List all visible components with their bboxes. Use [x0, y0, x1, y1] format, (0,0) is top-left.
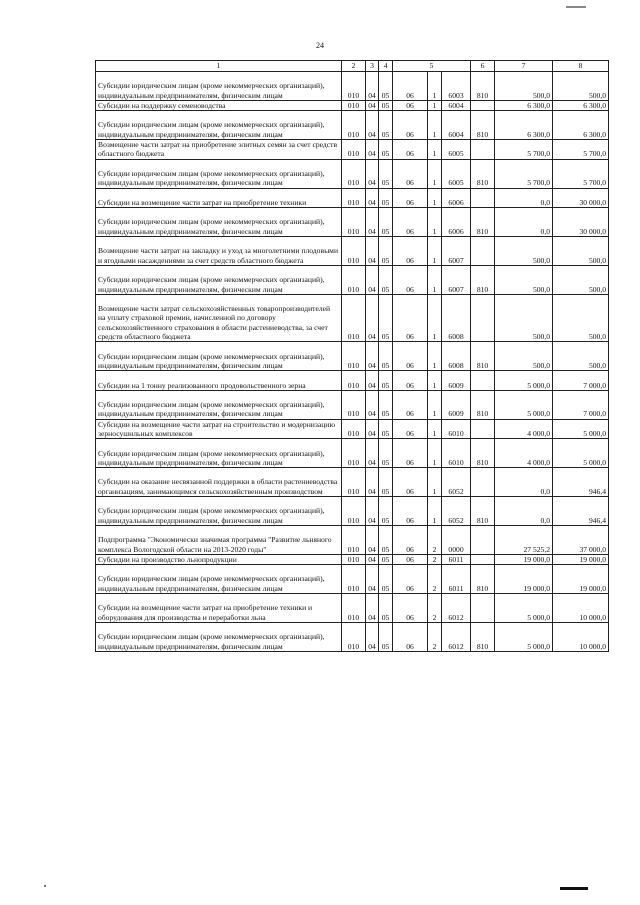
table-row — [96, 265, 609, 294]
row-code-program: 06 — [393, 294, 428, 342]
row-code-subsection: 05 — [379, 111, 393, 140]
row-amount-year2: 6 300,0 — [553, 111, 609, 140]
row-name: Субсидии на возмещение части затрат на строительство и модернизацию зерносушильных комплексов — [96, 419, 342, 439]
row-name: Субсидии на возмещение части затрат на приобретение техники и оборудования для производства и переработки льна — [96, 594, 342, 623]
row-code-subprogram: 1 — [428, 72, 442, 101]
row-code-section: 04 — [366, 237, 379, 266]
row-code-section: 04 — [366, 72, 379, 101]
row-amount-year1: 4 000,0 — [495, 419, 553, 439]
row-code-section: 04 — [366, 371, 379, 391]
row-code-item: 6006 — [442, 208, 471, 237]
row-code-subsection: 05 — [379, 371, 393, 391]
row-code-subsection: 05 — [379, 265, 393, 294]
row-code-admin: 010 — [342, 497, 366, 526]
row-amount-year2: 500,0 — [553, 72, 609, 101]
row-code-item: 6005 — [442, 159, 471, 188]
row-code-program: 06 — [393, 565, 428, 594]
row-amount-year2: 5 000,0 — [553, 439, 609, 468]
row-code-section: 04 — [366, 594, 379, 623]
header-col-3: 3 — [366, 61, 379, 72]
row-code-item: 6005 — [442, 140, 471, 160]
row-code-item: 6010 — [442, 419, 471, 439]
row-name: Субсидии юридическим лицам (кроме некоммерческих организаций), индивидуальным предпринимателям, физическим лицам — [96, 390, 342, 419]
row-code-expense-type: 810 — [471, 439, 495, 468]
row-amount-year1: 19 000,0 — [495, 565, 553, 594]
row-code-expense-type — [471, 371, 495, 391]
row-amount-year2: 19 000,0 — [553, 554, 609, 564]
page-number: 24 — [316, 41, 324, 50]
row-code-subprogram: 1 — [428, 265, 442, 294]
row-code-program: 06 — [393, 188, 428, 208]
header-row — [96, 61, 609, 72]
row-code-program: 06 — [393, 140, 428, 160]
row-code-item: 6052 — [442, 497, 471, 526]
row-code-subsection: 05 — [379, 188, 393, 208]
row-code-subprogram: 1 — [428, 497, 442, 526]
row-amount-year1: 0,0 — [495, 468, 553, 497]
table-row — [96, 208, 609, 237]
row-code-admin: 010 — [342, 371, 366, 391]
row-code-expense-type: 810 — [471, 159, 495, 188]
row-code-item: 6009 — [442, 390, 471, 419]
row-code-subprogram: 1 — [428, 468, 442, 497]
row-amount-year2: 500,0 — [553, 237, 609, 266]
row-code-admin: 010 — [342, 294, 366, 342]
row-code-program: 06 — [393, 100, 428, 110]
row-amount-year1: 27 525,2 — [495, 525, 553, 554]
table-row — [96, 390, 609, 419]
row-code-section: 04 — [366, 390, 379, 419]
row-code-expense-type: 810 — [471, 342, 495, 371]
row-code-admin: 010 — [342, 525, 366, 554]
row-code-admin: 010 — [342, 237, 366, 266]
header-col-7: 7 — [495, 61, 553, 72]
row-amount-year2: 7 000,0 — [553, 371, 609, 391]
table-row — [96, 525, 609, 554]
row-code-admin: 010 — [342, 342, 366, 371]
row-code-section: 04 — [366, 111, 379, 140]
row-code-subprogram: 1 — [428, 390, 442, 419]
row-code-subsection: 05 — [379, 140, 393, 160]
row-code-program: 06 — [393, 237, 428, 266]
row-code-program: 06 — [393, 371, 428, 391]
row-code-item: 6052 — [442, 468, 471, 497]
table-row — [96, 371, 609, 391]
row-amount-year1: 5 000,0 — [495, 622, 553, 651]
row-code-item: 0000 — [442, 525, 471, 554]
row-code-subsection: 05 — [379, 468, 393, 497]
table-row — [96, 342, 609, 371]
row-name: Субсидии юридическим лицам (кроме некоммерческих организаций), индивидуальным предпринимателям, физическим лицам — [96, 439, 342, 468]
row-code-item: 6009 — [442, 371, 471, 391]
row-code-program: 06 — [393, 622, 428, 651]
row-code-program: 06 — [393, 111, 428, 140]
row-code-section: 04 — [366, 622, 379, 651]
row-code-admin: 010 — [342, 111, 366, 140]
row-code-program: 06 — [393, 439, 428, 468]
row-amount-year2: 37 000,0 — [553, 525, 609, 554]
row-name: Субсидии юридическим лицам (кроме некоммерческих организаций), индивидуальным предпринимателям, физическим лицам — [96, 497, 342, 526]
row-amount-year1: 500,0 — [495, 72, 553, 101]
row-amount-year1: 0,0 — [495, 188, 553, 208]
row-code-section: 04 — [366, 140, 379, 160]
row-amount-year1: 5 000,0 — [495, 371, 553, 391]
row-code-subprogram: 1 — [428, 439, 442, 468]
row-code-program: 06 — [393, 594, 428, 623]
row-code-admin: 010 — [342, 265, 366, 294]
row-code-program: 06 — [393, 159, 428, 188]
row-code-admin: 010 — [342, 208, 366, 237]
row-code-program: 06 — [393, 72, 428, 101]
row-name: Субсидии на возмещение части затрат на приобретение техники — [96, 188, 342, 208]
row-amount-year2: 946,4 — [553, 497, 609, 526]
row-code-item: 6011 — [442, 554, 471, 564]
row-amount-year1: 500,0 — [495, 265, 553, 294]
row-code-item: 6008 — [442, 342, 471, 371]
row-amount-year2: 10 000,0 — [553, 594, 609, 623]
row-amount-year2: 30 000,0 — [553, 208, 609, 237]
row-amount-year2: 5 700,0 — [553, 159, 609, 188]
row-code-program: 06 — [393, 419, 428, 439]
budget-table — [95, 60, 609, 652]
row-code-subprogram: 1 — [428, 188, 442, 208]
row-code-subprogram: 1 — [428, 111, 442, 140]
row-code-expense-type: 810 — [471, 622, 495, 651]
row-amount-year2: 7 000,0 — [553, 390, 609, 419]
row-name: Субсидии на 1 тонну реализованного продовольственного зерна — [96, 371, 342, 391]
header-col-1: 1 — [96, 61, 342, 72]
row-name: Субсидии на производство льнопродукции — [96, 554, 342, 564]
row-code-subprogram: 1 — [428, 342, 442, 371]
row-amount-year1: 500,0 — [495, 342, 553, 371]
row-code-subsection: 05 — [379, 497, 393, 526]
row-amount-year2: 5 000,0 — [553, 419, 609, 439]
row-code-expense-type: 810 — [471, 208, 495, 237]
row-code-item: 6006 — [442, 188, 471, 208]
row-code-section: 04 — [366, 525, 379, 554]
row-code-expense-type — [471, 525, 495, 554]
row-name: Субсидии юридическим лицам (кроме некоммерческих организаций), индивидуальным предпринимателям, физическим лицам — [96, 342, 342, 371]
row-code-program: 06 — [393, 342, 428, 371]
row-name: Субсидии юридическим лицам (кроме некоммерческих организаций), индивидуальным предпринимателям, физическим лицам — [96, 208, 342, 237]
row-code-subprogram: 2 — [428, 594, 442, 623]
row-code-item: 6007 — [442, 237, 471, 266]
table-row — [96, 554, 609, 564]
table-row — [96, 159, 609, 188]
row-code-subsection: 05 — [379, 100, 393, 110]
row-code-admin: 010 — [342, 622, 366, 651]
row-code-subsection: 05 — [379, 439, 393, 468]
row-code-program: 06 — [393, 390, 428, 419]
table-row — [96, 419, 609, 439]
row-code-expense-type: 810 — [471, 390, 495, 419]
row-code-expense-type — [471, 468, 495, 497]
header-col-4: 4 — [379, 61, 393, 72]
row-code-subprogram: 1 — [428, 100, 442, 110]
row-code-program: 06 — [393, 208, 428, 237]
row-code-subsection: 05 — [379, 72, 393, 101]
row-amount-year1: 0,0 — [495, 208, 553, 237]
row-name: Субсидии на поддержку семеноводства — [96, 100, 342, 110]
row-code-section: 04 — [366, 554, 379, 564]
row-code-expense-type — [471, 237, 495, 266]
row-code-subsection: 05 — [379, 208, 393, 237]
row-name: Субсидии юридическим лицам (кроме некоммерческих организаций), индивидуальным предпринимателям, физическим лицам — [96, 565, 342, 594]
row-amount-year1: 6 300,0 — [495, 100, 553, 110]
table-row — [96, 294, 609, 342]
table-row — [96, 111, 609, 140]
table-row — [96, 100, 609, 110]
row-code-admin: 010 — [342, 140, 366, 160]
row-code-expense-type: 810 — [471, 265, 495, 294]
row-code-admin: 010 — [342, 468, 366, 497]
table-row — [96, 497, 609, 526]
header-col-8: 8 — [553, 61, 609, 72]
row-code-subsection: 05 — [379, 594, 393, 623]
row-code-program: 06 — [393, 554, 428, 564]
row-code-subprogram: 2 — [428, 525, 442, 554]
row-amount-year2: 500,0 — [553, 342, 609, 371]
row-code-item: 6010 — [442, 439, 471, 468]
row-code-section: 04 — [366, 497, 379, 526]
row-code-expense-type — [471, 594, 495, 623]
row-amount-year2: 5 700,0 — [553, 140, 609, 160]
row-code-section: 04 — [366, 419, 379, 439]
row-code-subsection: 05 — [379, 554, 393, 564]
row-code-expense-type — [471, 100, 495, 110]
row-code-program: 06 — [393, 468, 428, 497]
row-amount-year1: 19 000,0 — [495, 554, 553, 564]
row-code-item: 6008 — [442, 294, 471, 342]
row-amount-year1: 5 700,0 — [495, 140, 553, 160]
row-code-section: 04 — [366, 565, 379, 594]
row-code-section: 04 — [366, 188, 379, 208]
row-code-section: 04 — [366, 265, 379, 294]
row-code-item: 6011 — [442, 565, 471, 594]
row-amount-year2: 500,0 — [553, 294, 609, 342]
row-code-item: 6004 — [442, 100, 471, 110]
row-name: Субсидии юридическим лицам (кроме некоммерческих организаций), индивидуальным предпринимателям, физическим лицам — [96, 622, 342, 651]
row-code-expense-type — [471, 188, 495, 208]
row-amount-year1: 5 000,0 — [495, 390, 553, 419]
row-amount-year1: 4 000,0 — [495, 439, 553, 468]
row-code-item: 6012 — [442, 622, 471, 651]
row-amount-year1: 500,0 — [495, 237, 553, 266]
row-name: Субсидии на оказание несвязанной поддержки в области растениеводства организациям, занимающимся сельскохозяйственным производством — [96, 468, 342, 497]
row-code-section: 04 — [366, 342, 379, 371]
row-code-admin: 010 — [342, 554, 366, 564]
row-name: Подпрограмма "Экономически значимая программа "Развитие льняного комплекса Вологодской области на 2013-2020 годы" — [96, 525, 342, 554]
row-code-admin: 010 — [342, 565, 366, 594]
row-amount-year1: 6 300,0 — [495, 111, 553, 140]
row-name: Субсидии юридическим лицам (кроме некоммерческих организаций), индивидуальным предпринимателям, физическим лицам — [96, 72, 342, 101]
row-code-expense-type: 810 — [471, 72, 495, 101]
row-code-admin: 010 — [342, 72, 366, 101]
row-amount-year2: 19 000,0 — [553, 565, 609, 594]
row-code-admin: 010 — [342, 439, 366, 468]
row-code-subsection: 05 — [379, 419, 393, 439]
row-code-expense-type — [471, 140, 495, 160]
table-row — [96, 622, 609, 651]
scan-artifact-top — [566, 6, 586, 8]
row-code-admin: 010 — [342, 419, 366, 439]
row-code-subprogram: 2 — [428, 565, 442, 594]
row-name: Субсидии юридическим лицам (кроме некоммерческих организаций), индивидуальным предпринимателям, физическим лицам — [96, 265, 342, 294]
row-amount-year2: 946,4 — [553, 468, 609, 497]
row-amount-year2: 6 300,0 — [553, 100, 609, 110]
row-code-subsection: 05 — [379, 525, 393, 554]
row-code-subsection: 05 — [379, 159, 393, 188]
row-code-item: 6012 — [442, 594, 471, 623]
row-code-admin: 010 — [342, 390, 366, 419]
row-code-section: 04 — [366, 100, 379, 110]
row-code-section: 04 — [366, 208, 379, 237]
row-amount-year2: 30 000,0 — [553, 188, 609, 208]
row-code-admin: 010 — [342, 594, 366, 623]
row-code-section: 04 — [366, 294, 379, 342]
row-code-subprogram: 2 — [428, 554, 442, 564]
row-code-subsection: 05 — [379, 294, 393, 342]
row-code-subsection: 05 — [379, 565, 393, 594]
table-row — [96, 188, 609, 208]
row-name: Субсидии юридическим лицам (кроме некоммерческих организаций), индивидуальным предпринимателям, физическим лицам — [96, 159, 342, 188]
row-code-subprogram: 1 — [428, 294, 442, 342]
row-code-item: 6004 — [442, 111, 471, 140]
row-code-subsection: 05 — [379, 622, 393, 651]
table-row — [96, 594, 609, 623]
scan-artifact-dot — [44, 885, 46, 887]
row-code-admin: 010 — [342, 100, 366, 110]
table-row — [96, 468, 609, 497]
row-code-admin: 010 — [342, 188, 366, 208]
row-code-subprogram: 1 — [428, 371, 442, 391]
row-amount-year1: 5 000,0 — [495, 594, 553, 623]
row-code-expense-type: 810 — [471, 497, 495, 526]
table-row — [96, 237, 609, 266]
row-code-program: 06 — [393, 497, 428, 526]
row-name: Возмещение части затрат на закладку и уход за многолетними плодовыми и ягодными насаждениями за счет средств областного бюджета — [96, 237, 342, 266]
row-name: Субсидии юридическим лицам (кроме некоммерческих организаций), индивидуальным предпринимателям, физическим лицам — [96, 111, 342, 140]
row-code-subprogram: 1 — [428, 208, 442, 237]
row-code-expense-type — [471, 294, 495, 342]
row-code-subsection: 05 — [379, 237, 393, 266]
row-code-item: 6003 — [442, 72, 471, 101]
row-code-section: 04 — [366, 159, 379, 188]
table-row — [96, 565, 609, 594]
table-row — [96, 72, 609, 101]
row-code-subprogram: 1 — [428, 237, 442, 266]
row-code-expense-type — [471, 554, 495, 564]
row-code-subsection: 05 — [379, 390, 393, 419]
row-code-expense-type — [471, 419, 495, 439]
row-code-expense-type: 810 — [471, 111, 495, 140]
row-amount-year1: 5 700,0 — [495, 159, 553, 188]
row-amount-year1: 500,0 — [495, 294, 553, 342]
row-code-subsection: 05 — [379, 342, 393, 371]
header-col-5: 5 — [393, 61, 471, 72]
header-col-6: 6 — [471, 61, 495, 72]
header-col-2: 2 — [342, 61, 366, 72]
row-amount-year2: 10 000,0 — [553, 622, 609, 651]
row-name: Возмещение части затрат на приобретение элитных семян за счет средств областного бюджета — [96, 140, 342, 160]
row-code-subprogram: 1 — [428, 159, 442, 188]
row-code-expense-type: 810 — [471, 565, 495, 594]
table-row — [96, 140, 609, 160]
scan-artifact-bottom — [560, 887, 588, 890]
row-code-section: 04 — [366, 468, 379, 497]
row-code-item: 6007 — [442, 265, 471, 294]
row-amount-year1: 0,0 — [495, 497, 553, 526]
table-row — [96, 439, 609, 468]
row-code-subprogram: 1 — [428, 140, 442, 160]
row-code-subprogram: 2 — [428, 622, 442, 651]
row-code-subprogram: 1 — [428, 419, 442, 439]
row-code-program: 06 — [393, 525, 428, 554]
row-code-program: 06 — [393, 265, 428, 294]
row-name: Возмещение части затрат сельскохозяйственных товаропроизводителей на уплату страховой премии, начисленной по договору сельскохозяйственного страхования в области растениеводства, за счет средств областного бюджета — [96, 294, 342, 342]
table-body — [96, 72, 609, 652]
row-code-section: 04 — [366, 439, 379, 468]
row-code-admin: 010 — [342, 159, 366, 188]
row-amount-year2: 500,0 — [553, 265, 609, 294]
